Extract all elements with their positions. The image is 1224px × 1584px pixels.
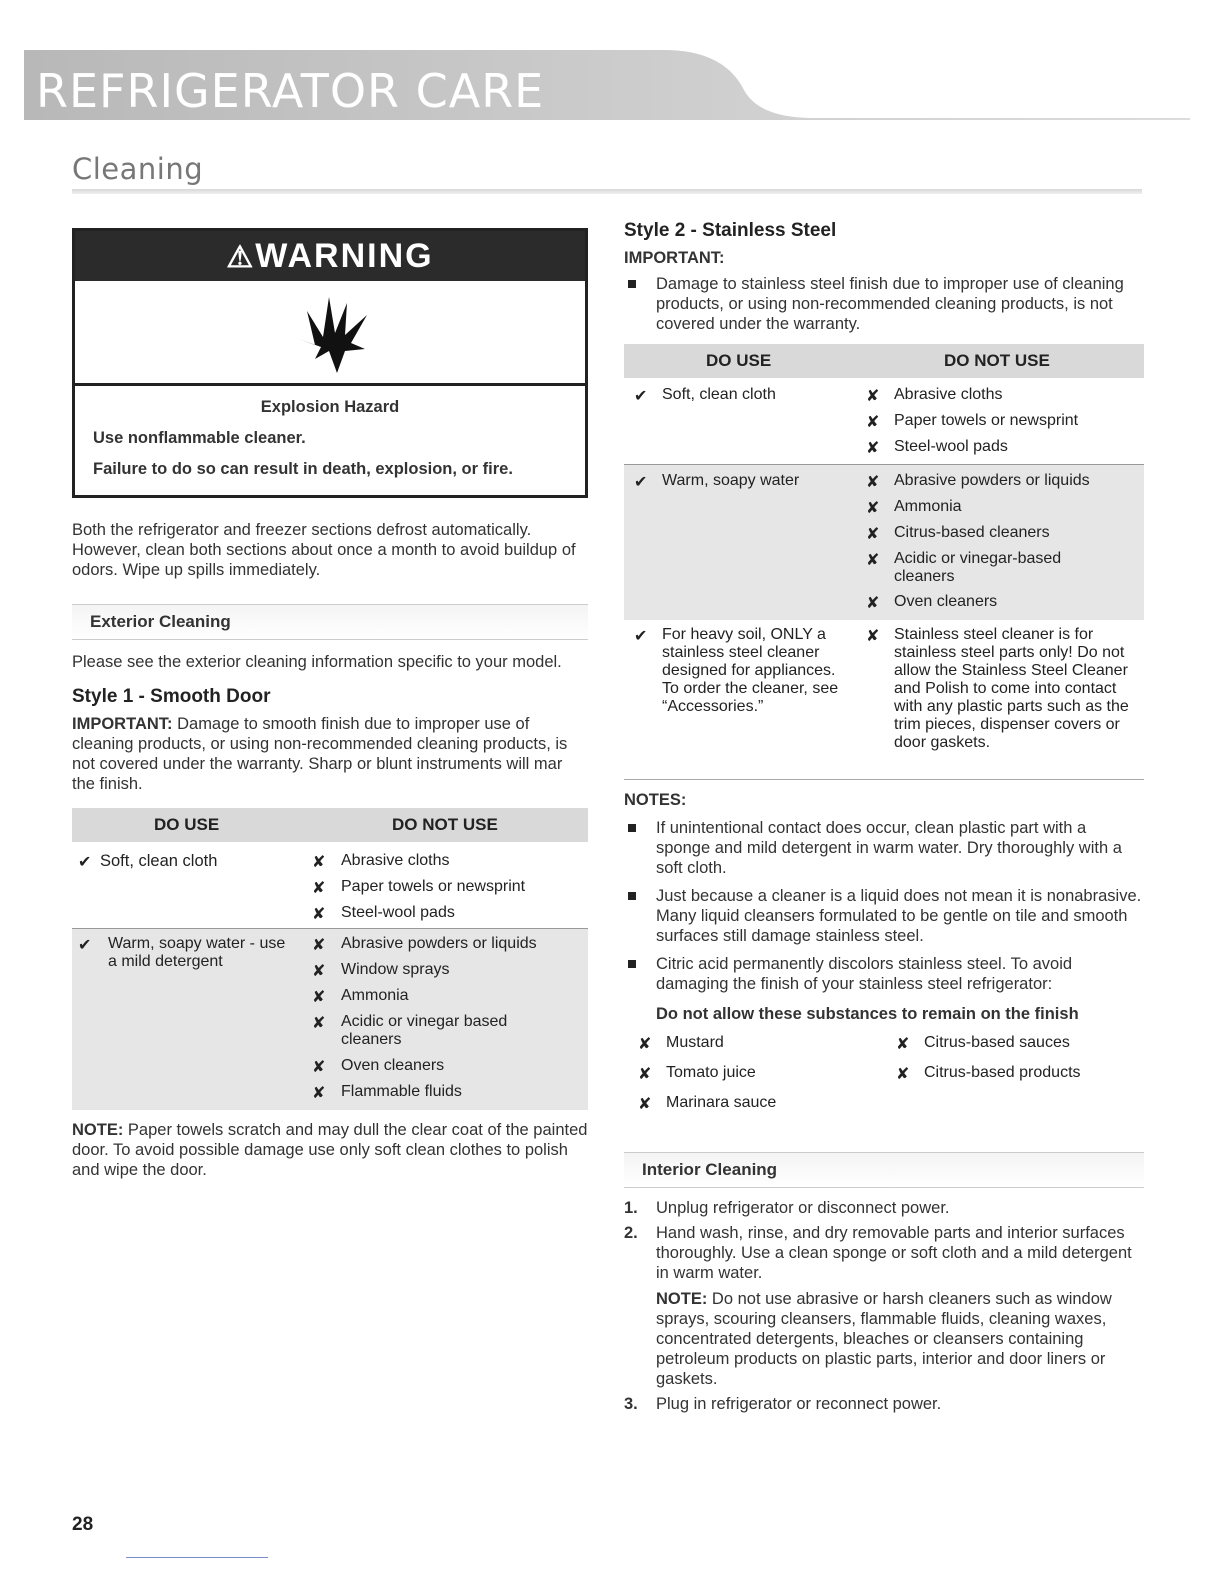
style2-row2-not-0: Abrasive powders or liquids	[894, 472, 1090, 489]
style2-row1-not-0: Abrasive cloths	[894, 386, 1003, 403]
notes-item: Just because a cleaner is a liquid does not mean it is nonabrasive. Many liquid cleansers formulated to be gentle on tile and smooth surfaces still damage stainless steel.	[624, 886, 1144, 946]
style1-note	[72, 1120, 588, 1180]
style1-row1	[72, 842, 588, 928]
cross-icon: ✘	[312, 880, 326, 897]
interior-steps	[624, 1198, 1144, 1414]
cross-icon: ✘	[312, 937, 326, 954]
substances-heading: Do not allow these substances to remain on the finish	[656, 1005, 1079, 1023]
style1-row1-not-1: Paper towels or newsprint	[341, 878, 526, 895]
check-icon: ✔	[634, 628, 648, 645]
cross-icon: ✘	[866, 388, 880, 405]
style2-row2-not-2: Citrus-based cleaners	[894, 524, 1050, 541]
style2-row2-use: Warm, soapy water	[662, 472, 800, 489]
interior-step: 2. Hand wash, rinse, and dry removable parts and interior surfaces thoroughly. Use a clean sponge or soft cloth and a mild detergent in warm water. NOTE: Do not use abrasive or harsh cleaners such as window sprays, scouring cleansers, flammable fluids, cleaning waxes, concentrated detergents, bleaches or cleansers containing petroleum products on plastic parts, interior and door liners or gaskets.	[624, 1223, 1144, 1389]
explosion-icon	[293, 289, 373, 375]
interior-step-text: Unplug refrigerator or disconnect power.	[656, 1199, 950, 1217]
style1-table-header	[72, 808, 588, 842]
exterior-text: Please see the exterior cleaning information specific to your model.	[72, 653, 562, 671]
style1-note-label: NOTE:	[72, 1121, 124, 1139]
notes-item: If unintentional contact does occur, clean plastic part with a sponge and mild detergent in warm water. Dry thoroughly with a soft cloth.	[624, 818, 1144, 878]
cross-icon: ✘	[638, 1096, 652, 1113]
right-column	[624, 220, 1144, 1419]
interior-step: 3. Plug in refrigerator or reconnect power.	[624, 1395, 942, 1413]
cross-icon: ✘	[866, 552, 880, 569]
section-title: Cleaning	[72, 152, 204, 186]
style2-row2-not-4: Oven cleaners	[894, 593, 998, 610]
style1-row2-not-0: Abrasive powders or liquids	[341, 935, 537, 952]
style1-row2	[72, 928, 588, 1110]
style2-row1-use: Soft, clean cloth	[662, 386, 776, 403]
style2-important-bullet: Damage to stainless steel finish due to improper use of cleaning products, or using non-recommended cleaning products, is not covered under the warranty.	[624, 274, 1144, 334]
cross-icon: ✘	[866, 500, 880, 517]
intro-text: Both the refrigerator and freezer sections defrost automatically. However, clean both sections about once a month to avoid buildup of odors. Wipe up spills immediately.	[72, 521, 576, 579]
cross-icon: ✘	[638, 1066, 652, 1083]
cross-icon: ✘	[312, 906, 326, 923]
interior-step: 1. Unplug refrigerator or disconnect power.	[624, 1199, 950, 1217]
substance-left-1: Tomato juice	[666, 1064, 756, 1081]
explosion-pictogram	[75, 281, 585, 386]
substance-right-1: Citrus-based products	[924, 1064, 1081, 1081]
check-icon: ✔	[634, 474, 648, 491]
warning-line1: Use nonflammable cleaner.	[93, 429, 306, 447]
cross-icon: ✘	[896, 1036, 910, 1053]
cross-icon: ✘	[312, 1015, 326, 1032]
style1-row2-not-4: Oven cleaners	[341, 1057, 445, 1074]
interior-note-label: NOTE:	[656, 1290, 708, 1308]
substances-list	[624, 1032, 1144, 1128]
style1-row1-not-2: Steel-wool pads	[341, 904, 455, 921]
notes-heading: NOTES:	[624, 791, 687, 809]
style2-heading: Style 2 - Stainless Steel	[624, 220, 837, 241]
style2-col-use: DO USE	[706, 351, 772, 370]
warning-triangle-icon: ⚠	[226, 241, 256, 274]
style1-row2-not-5: Flammable fluids	[341, 1083, 462, 1100]
warning-box	[72, 228, 588, 498]
exterior-heading: Exterior Cleaning	[72, 604, 588, 640]
style1-important	[72, 714, 588, 794]
style1-row2-not-2: Ammonia	[341, 987, 409, 1004]
cross-icon: ✘	[312, 963, 326, 980]
cross-icon: ✘	[312, 1085, 326, 1102]
style2-important-list	[624, 274, 1144, 334]
check-icon: ✔	[78, 937, 92, 954]
warning-header	[75, 231, 585, 281]
cross-icon: ✘	[866, 474, 880, 491]
footer-line	[126, 1557, 268, 1558]
warning-hazard: Explosion Hazard	[260, 398, 400, 416]
banner-title: REFRIGERATOR CARE	[36, 64, 545, 118]
substance-left-2: Marinara sauce	[666, 1094, 777, 1111]
cross-icon: ✘	[866, 414, 880, 431]
cross-icon: ✘	[312, 1059, 326, 1076]
style2-row2	[624, 464, 1144, 620]
cross-icon: ✘	[896, 1066, 910, 1083]
style2-row1-not-1: Paper towels or newsprint	[894, 412, 1079, 429]
cross-icon: ✘	[866, 628, 880, 645]
style1-row1-not-0: Abrasive cloths	[341, 852, 450, 869]
cross-icon: ✘	[866, 595, 880, 612]
style1-col-use: DO USE	[154, 815, 220, 834]
style2-row1	[624, 378, 1144, 464]
page-banner	[24, 50, 1190, 120]
cross-icon: ✘	[312, 854, 326, 871]
cross-icon: ✘	[866, 440, 880, 457]
check-icon: ✔	[78, 854, 92, 871]
style1-table	[72, 808, 588, 1110]
style2-row3	[624, 620, 1144, 780]
style2-table-header	[624, 344, 1144, 378]
interior-note	[656, 1289, 1144, 1389]
cross-icon: ✘	[866, 526, 880, 543]
interior-step-text: Plug in refrigerator or reconnect power.	[656, 1395, 942, 1413]
style2-row2-not-3: Acidic or vinegar-based cleaners	[894, 550, 1062, 585]
style2-row1-not-2: Steel-wool pads	[894, 438, 1008, 455]
style1-row2-not-1: Window sprays	[341, 961, 450, 978]
interior-step-text: Hand wash, rinse, and dry removable parts and interior surfaces thoroughly. Use a clean sponge or soft cloth and a mild detergent in warm water.	[656, 1224, 1132, 1282]
style1-heading: Style 1 - Smooth Door	[72, 686, 271, 707]
style2-important-label: IMPORTANT:	[624, 249, 725, 267]
warning-heading: WARNING	[255, 237, 434, 275]
style1-important-label: IMPORTANT:	[72, 715, 173, 733]
style2-col-not: DO NOT USE	[944, 351, 1050, 370]
style1-row1-use: Soft, clean cloth	[100, 852, 218, 870]
style1-col-not: DO NOT USE	[392, 815, 498, 834]
style2-row3-not: Stainless steel cleaner is for stainless steel parts only! Do not allow the Stainless Steel Cleaner and Polish to come into contact with any plastic parts such as the trim pieces, dispenser covers or door gaskets.	[894, 626, 1129, 751]
substance-left-0: Mustard	[666, 1034, 724, 1051]
cross-icon: ✘	[638, 1036, 652, 1053]
notes-list	[624, 818, 1144, 994]
check-icon: ✔	[634, 388, 648, 405]
cross-icon: ✘	[312, 989, 326, 1006]
notes-item: Citric acid permanently discolors stainless steel. To avoid damaging the finish of your stainless steel refrigerator:	[624, 954, 1144, 994]
style1-row2-not-3: Acidic or vinegar based cleaners	[341, 1013, 508, 1048]
style2-row2-not-1: Ammonia	[894, 498, 962, 515]
warning-line2: Failure to do so can result in death, explosion, or fire.	[93, 460, 513, 478]
substance-right-0: Citrus-based sauces	[924, 1034, 1070, 1051]
style1-note-text: Paper towels scratch and may dull the clear coat of the painted door. To avoid possible damage use only soft clean clothes to polish and wipe the door.	[72, 1121, 588, 1179]
title-rule	[72, 189, 1142, 194]
page-number: 28	[72, 1514, 94, 1535]
style2-table	[624, 344, 1144, 780]
interior-heading: Interior Cleaning	[624, 1152, 1144, 1188]
left-column	[72, 228, 588, 1180]
style1-important-text: Damage to smooth finish due to improper use of cleaning products, or using non-recommended cleaning products, is not covered under the warranty. Sharp or blunt instruments will mar the finish.	[72, 715, 568, 793]
style2-row3-use: For heavy soil, ONLY a stainless steel cleaner designed for appliances. To order the cleaner, see “Accessories.”	[662, 626, 839, 715]
interior-note-text: Do not use abrasive or harsh cleaners such as window sprays, scouring cleansers, flammable fluids, cleaning waxes, concentrated detergents, bleaches or cleansers containing petroleum products on plastic parts, interior and door liners or gaskets.	[656, 1290, 1112, 1388]
style1-row2-use: Warm, soapy water - use a mild detergent	[108, 935, 286, 970]
